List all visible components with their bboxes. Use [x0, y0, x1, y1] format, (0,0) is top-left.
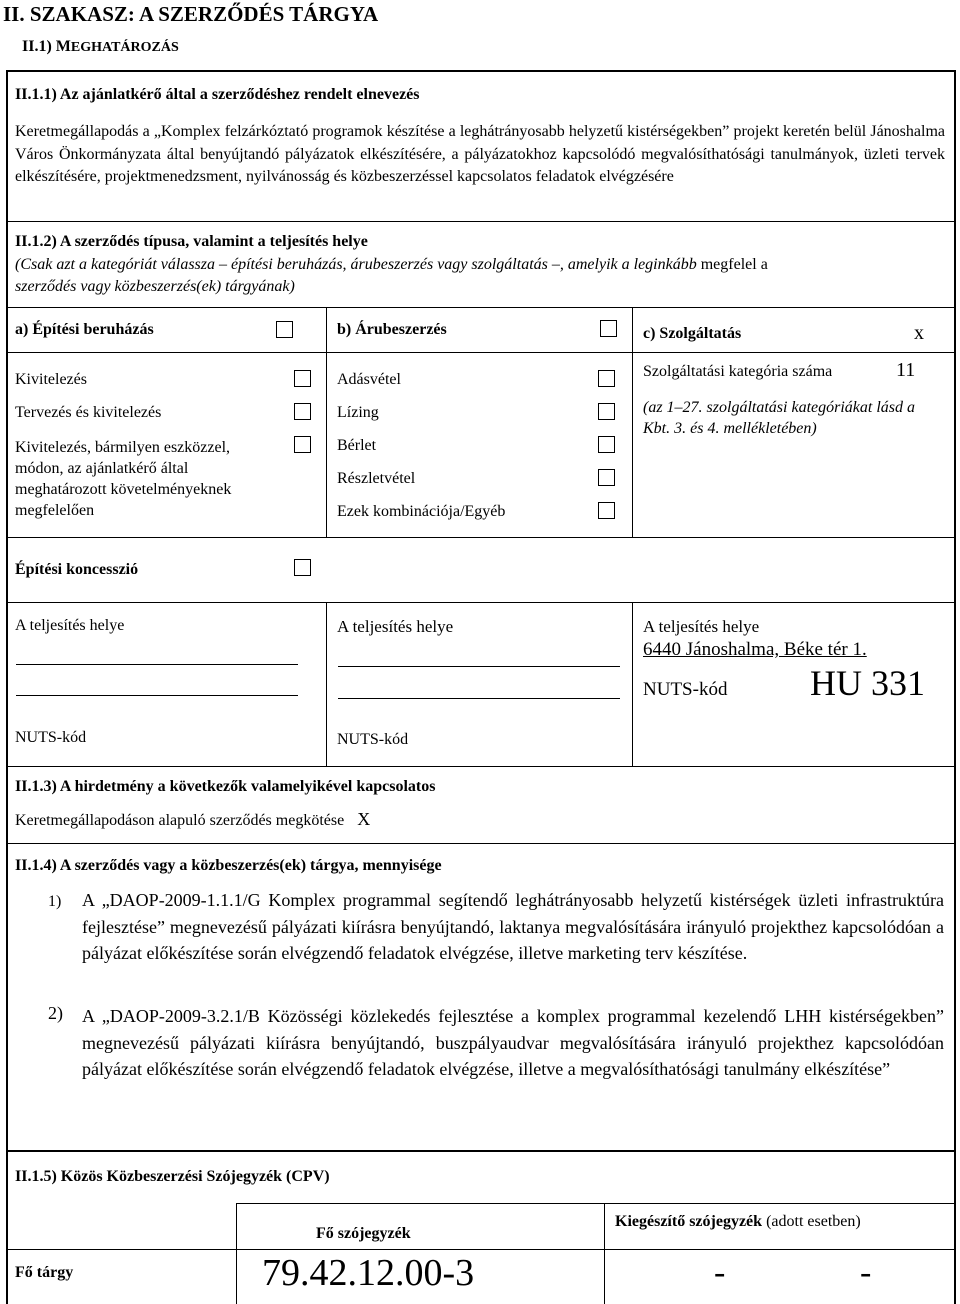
s112-heading: II.1.2) A szerződés típusa, valamint a teljesítés helye	[15, 233, 368, 250]
nuts-value: HU 331	[810, 663, 925, 703]
s111-heading: II.1.1) Az ajánlatkérő által a szerződéshez rendelt elnevezés	[15, 86, 420, 103]
s114-item-text: A „DAOP-2009-3.2.1/B Közösségi közlekedés fejlesztése a komplex programmal kezelendő LHH kistérségekben” megnevezésű pályázati kiírásra benyújtandó, buszpályaudvar megvalósítására irányuló projekthez kapcsolódóan pályázat előkészítése során elvégzendő feladatok elvégzése, illetve a megvalósíthatósági tanulmány elkészítése”	[82, 1006, 944, 1079]
cpv-main-code: 79.42.12.00-3	[262, 1252, 475, 1294]
table-line	[236, 1203, 956, 1204]
cpv-row-label: Fő tárgy	[15, 1264, 74, 1281]
nuts-label-b: NUTS-kód	[337, 731, 409, 748]
checkbox-rental[interactable]	[598, 436, 615, 453]
services-mark: x	[914, 322, 924, 344]
col-b-item: Lízing	[337, 404, 379, 421]
blank-line	[338, 698, 620, 699]
cpv-extra-2: -	[860, 1254, 872, 1291]
nuts-label-c: NUTS-kód	[643, 679, 728, 700]
s114-item-text: A „DAOP-2009-1.1.1/G Komplex programmal segítendő leghátrányosabb helyzetű kistérségek üzleti infrastruktúra fejlesztése” megnevezésű pályázati kiírásra benyújtandó, laktanya megvalósítására irányuló projekthez kapcsolódóan a pályázat előkészítése során elvégzendő feladatok elvégzése, illetve marketing terv készítése.	[82, 890, 944, 963]
subsection-prefix: II.1) M	[22, 38, 71, 55]
category-label: Szolgáltatási kategória száma	[643, 363, 833, 380]
category-number: 11	[896, 359, 916, 381]
cpv-extra-1: -	[714, 1254, 726, 1291]
blank-line	[16, 695, 298, 696]
place-address: 6440 Jánoshalma, Béke tér 1.	[643, 639, 867, 660]
table-line	[6, 602, 956, 603]
col-a-title: a) Építési beruházás	[15, 321, 154, 338]
blank-line	[16, 664, 298, 665]
subsection-title	[22, 38, 179, 56]
place-label-b: A teljesítés helye	[337, 617, 454, 636]
table-vline	[604, 1203, 605, 1304]
blank-line	[338, 666, 620, 667]
checkbox-supplies[interactable]	[600, 320, 617, 337]
table-line	[6, 307, 956, 308]
checkbox-lease[interactable]	[598, 403, 615, 420]
col-a-item: Kivitelezés	[15, 371, 87, 388]
table-line	[6, 1249, 956, 1250]
col-b-item: Ezek kombinációja/Egyéb	[337, 503, 506, 520]
col-b-item: Bérlet	[337, 437, 377, 454]
s114-item-num: 2)	[48, 1003, 63, 1023]
s112-note-line2: szerződés vagy közbeszerzés(ek) tárgyának)	[15, 278, 295, 295]
s113-text-label: Keretmegállapodáson alapuló szerződés megkötése	[15, 812, 345, 829]
concession-label: Építési koncesszió	[15, 561, 139, 578]
s113-text	[15, 809, 370, 830]
cpv-extra-header-bold: Kiegészítő szójegyzék	[615, 1213, 763, 1230]
divider	[6, 843, 956, 844]
nuts-label-a: NUTS-kód	[15, 729, 87, 746]
divider	[6, 1150, 956, 1152]
category-note: (az 1–27. szolgáltatási kategóriákat lásd a Kbt. 3. és 4. mellékletében)	[643, 399, 915, 437]
s115-heading: II.1.5) Közös Közbeszerzési Szójegyzék (CPV)	[15, 1168, 330, 1185]
s112-note-normal: megfelel a	[696, 256, 768, 273]
s112-note	[15, 254, 945, 298]
subsection-rest: EGHATÁROZÁS	[70, 40, 179, 55]
table-vline	[326, 602, 327, 766]
checkbox-combination[interactable]	[598, 502, 615, 519]
col-a-item: Tervezés és kivitelezés	[15, 404, 162, 421]
divider	[6, 221, 956, 222]
col-b-title: b) Árubeszerzés	[337, 321, 447, 338]
checkbox-hire-purchase[interactable]	[598, 469, 615, 486]
checkbox-purchase[interactable]	[598, 370, 615, 387]
cpv-extra-header	[615, 1213, 861, 1231]
table-line	[6, 537, 956, 538]
s111-body: Keretmegállapodás a „Komplex felzárkóztató programok készítése a leghátrányosabb helyzetű kistérségekben” projekt keretén belül Jánoshalma Város Önkormányzata által benyújtandó pályázatok elkészítésére, a pályázatokhoz kapcsolódó megvalósíthatósági tanulmányok, üzleti tervek elkészítésére, projektmenedzsment, nyilvánosság és közbeszerzéssel kapcsolatos feladatok elvégzésére	[15, 123, 945, 185]
table-vline	[632, 307, 633, 537]
table-vline	[236, 1203, 237, 1304]
checkbox-design-execution[interactable]	[294, 403, 311, 420]
table-line	[6, 766, 956, 767]
checkbox-execution[interactable]	[294, 370, 311, 387]
checkbox-concession[interactable]	[294, 559, 311, 576]
table-vline	[326, 307, 327, 537]
col-b-item: Adásvétel	[337, 371, 401, 388]
place-label-a: A teljesítés helye	[15, 617, 125, 634]
table-vline	[632, 602, 633, 766]
table-line	[6, 352, 956, 353]
place-label-c: A teljesítés helye	[643, 617, 760, 636]
section-title: II. SZAKASZ: A SZERZŐDÉS TÁRGYA	[3, 2, 379, 26]
cpv-main-header: Fő szójegyzék	[316, 1225, 411, 1242]
checkbox-execution-any-means[interactable]	[294, 436, 311, 453]
s112-note-italic: (Csak azt a kategóriát válassza – építési beruházás, árubeszerzés vagy szolgáltatás –, amelyik a leginkább	[15, 256, 697, 273]
col-b-item: Részletvétel	[337, 470, 416, 487]
s113-mark: X	[357, 809, 371, 829]
cpv-extra-header-normal: (adott esetben)	[762, 1213, 861, 1230]
col-c-title: c) Szolgáltatás	[643, 325, 742, 342]
s113-heading: II.1.3) A hirdetmény a következők valamelyikével kapcsolatos	[15, 778, 436, 795]
s114-item-num: 1)	[48, 893, 62, 910]
checkbox-construction[interactable]	[276, 321, 293, 338]
s114-heading: II.1.4) A szerződés vagy a közbeszerzés(ek) tárgya, mennyisége	[15, 857, 442, 874]
col-a-item: Kivitelezés, bármilyen eszközzel, módon, az ajánlatkérő által meghatározott követelményeknek megfelelően	[15, 439, 232, 519]
